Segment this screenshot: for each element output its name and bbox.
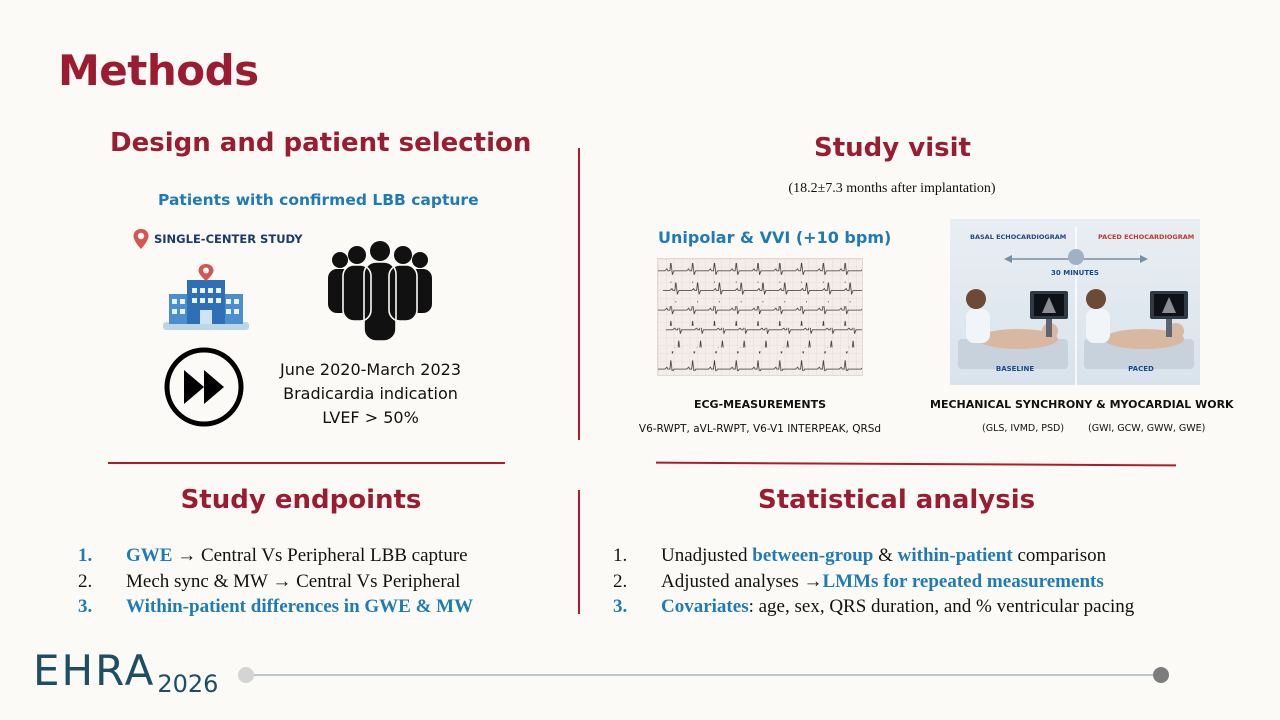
endpoint-1-key: GWE (126, 545, 173, 566)
stats-1-e: comparison (1012, 545, 1107, 566)
ecg-caption: ECG-MEASUREMENTS (693, 398, 827, 411)
endpoint-num-2: 2. (78, 570, 93, 592)
echo-scene-illustration (950, 219, 1200, 385)
ehra-logo (33, 644, 219, 698)
echo-baseline-label: BASELINE (995, 365, 1035, 373)
stats-3-list: : age, sex, QRS duration, and % ventricular pacing (748, 596, 1135, 617)
footer-dot-right (1153, 667, 1169, 683)
stats-2-a: Adjusted analyses → (661, 570, 823, 592)
endpoint-item-3 (78, 594, 473, 620)
vertical-divider-top (578, 148, 580, 440)
footer-dot-left (238, 667, 254, 683)
endpoint-1-text: → Central Vs Peripheral LBB capture (172, 545, 468, 566)
mech-metrics-left: (GLS, IVMD, PSD) (982, 423, 1065, 434)
echo-interval: 30 MINUTES (1051, 269, 1099, 277)
stats-1-within-patient: within-patient (897, 545, 1013, 566)
endpoints-heading: Study endpoints (180, 485, 422, 515)
stats-num-2: 2. (613, 570, 628, 592)
ecg-metrics: V6-RWPT, aVL-RWPT, V6-V1 INTERPEAK, QRSd (638, 423, 882, 435)
stats-1-c: & (873, 545, 898, 566)
endpoint-item-1 (78, 543, 473, 569)
echo-paced-label: PACED ECHOCARDIOGRAM (1098, 233, 1195, 241)
horizontal-divider-left (108, 462, 505, 464)
ecg-tracing-image (657, 258, 863, 376)
stats-heading: Statistical analysis (758, 485, 1036, 515)
fast-forward-icon (163, 346, 245, 428)
ecg-mode: Unipolar & VVI (+10 bpm) (658, 228, 892, 247)
hospital-icon (163, 264, 249, 330)
stats-1-a: Unadjusted (661, 545, 753, 566)
mech-caption: MECHANICAL SYNCHRONY & MYOCARDIAL WORK (930, 398, 1234, 411)
patients-group-icon (322, 240, 438, 342)
location-pin-icon (132, 228, 150, 250)
selection-criteria (268, 358, 473, 430)
endpoint-num-1: 1. (78, 545, 93, 566)
echo-basal-label: BASAL ECHOCARDIOGRAM (970, 233, 1067, 241)
ehra-year: 2026 (157, 670, 219, 698)
single-center-badge (132, 228, 303, 250)
page-title: Methods (58, 46, 259, 95)
endpoints-list (78, 543, 473, 620)
vertical-divider-bottom (578, 490, 580, 614)
echo-paced-state-label: PACED (1128, 365, 1154, 373)
stats-item-3 (613, 594, 1134, 620)
visit-timing: (18.2±7.3 months after implantation) (788, 181, 996, 196)
ecg-waveform (658, 259, 862, 375)
mech-metrics-right: (GWI, GCW, GWW, GWE) (1088, 423, 1206, 434)
criteria-indication: Bradicardia indication (283, 384, 458, 403)
design-heading: Design and patient selection (110, 128, 532, 158)
stats-item-1 (613, 543, 1134, 569)
stats-list (613, 543, 1134, 620)
footer-line (254, 674, 1154, 676)
endpoint-3-text: Within-patient differences in GWE & MW (126, 596, 474, 617)
stats-item-2 (613, 569, 1134, 595)
endpoint-num-3: 3. (78, 596, 93, 617)
stats-num-3: 3. (613, 596, 628, 617)
stats-2-lmm: LMMs for repeated measurements (822, 570, 1104, 592)
ehra-brand: EHRA (33, 646, 156, 695)
stats-1-between-group: between-group (752, 545, 874, 566)
stats-num-1: 1. (613, 545, 628, 566)
echocardiography-image (950, 219, 1200, 385)
criteria-period: June 2020-March 2023 (280, 360, 461, 379)
visit-heading: Study visit (814, 133, 971, 163)
single-center-label: SINGLE-CENTER STUDY (154, 232, 303, 246)
design-subheading: Patients with confirmed LBB capture (158, 191, 479, 209)
stats-3-covariates: Covariates (661, 596, 749, 617)
endpoint-2-text: Mech sync & MW → Central Vs Peripheral (126, 570, 461, 592)
criteria-lvef: LVEF > 50% (322, 408, 419, 427)
horizontal-divider-right (656, 462, 1176, 466)
endpoint-item-2 (78, 569, 473, 595)
